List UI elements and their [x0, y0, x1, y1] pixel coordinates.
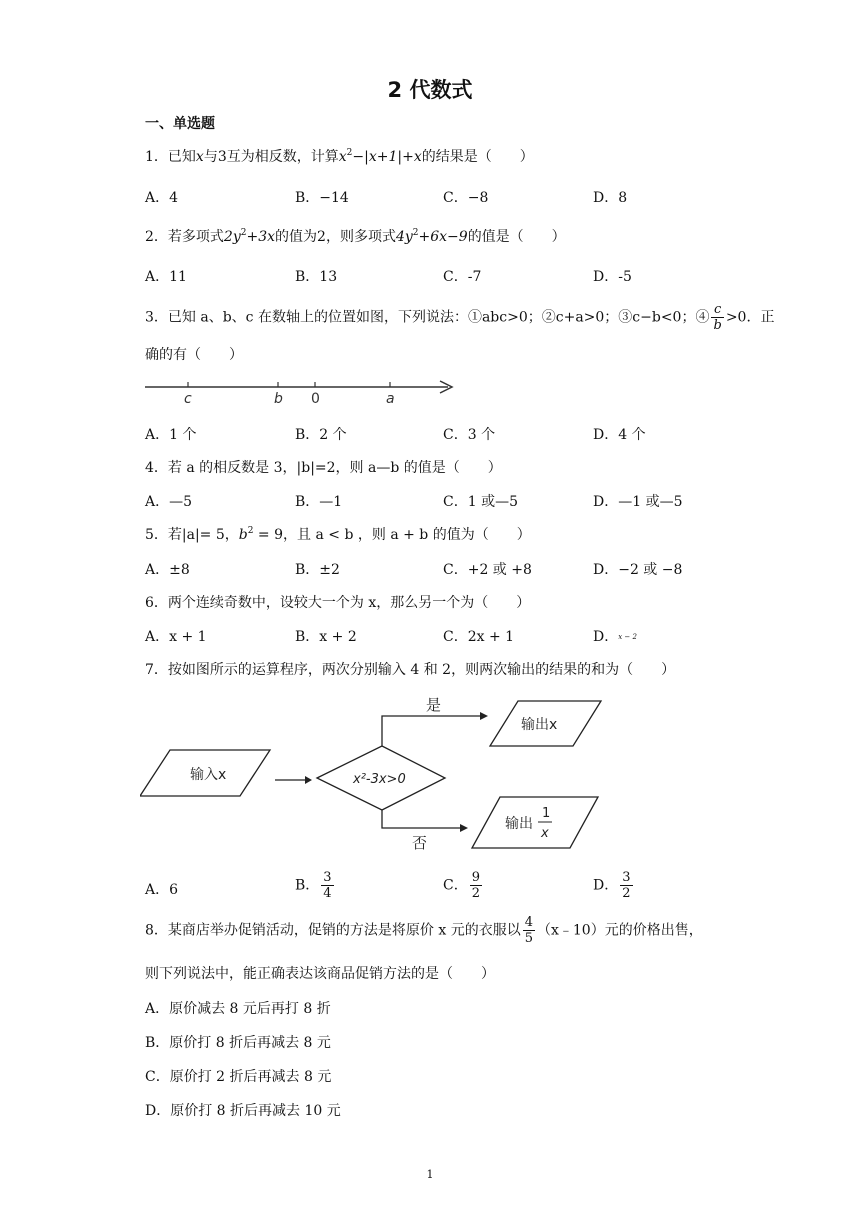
axis-label-0: 0 [311, 391, 320, 407]
q3-option-c: C．3 个 [443, 427, 496, 443]
flow-output-no-box [472, 797, 598, 848]
q3-option-a: A．1 个 [145, 427, 197, 443]
question-1: 1．已知x与3互为相反数，计算$x^2-|x+1|+x$的结果是（ ） [145, 148, 534, 165]
question-4: 4．若 a 的相反数是 3，|b|=2，则 a—b 的值是（ ） [145, 460, 502, 476]
section-heading: 一、单选题 [145, 116, 215, 132]
q5-option-c: C．+2 或 +8 [443, 562, 532, 578]
flow-condition-label: x²-3x>0 [353, 772, 406, 787]
question-2: 2．若多项式$2y^2+3x$的值为2，则多项式$4y^2+6x-9$的值是（ ） [145, 228, 566, 245]
flow-no-label: 否 [412, 834, 428, 852]
number-line [140, 372, 460, 408]
q2-option-d: D．-5 [593, 269, 632, 285]
flow-output-no-label: 输出 [505, 816, 533, 832]
flow-output-no-numerator: 1 [542, 806, 551, 821]
question-8: 8．某商店举办促销活动，促销的方法是将原价 x 元的衣服以 $\frac{4}{5}$ （x﹣10）元的价格出售， [145, 915, 703, 946]
question-6: 6．两个连续奇数中，设较大一个为 x，那么另一个为（ ） [145, 595, 531, 611]
q1-option-d: D．8 [593, 190, 628, 206]
q1-option-c: C．−8 [443, 190, 489, 206]
flow-input-label: 输入x [190, 767, 227, 783]
flow-output-no-denominator: x [541, 826, 549, 841]
q7-option-d: D． $\frac{3}{2}$ [593, 870, 631, 901]
q4-option-c: C．1 或—5 [443, 494, 518, 510]
question-8-line2: 则下列说法中，能正确表达该商品促销方法的是（ ） [145, 966, 495, 982]
q8-option-c: C．原价打 2 折后再减去 8 元 [145, 1069, 332, 1085]
q7-option-b: B． $\frac{3}{4}$ [295, 870, 332, 901]
q2-option-b: B．13 [295, 269, 338, 285]
q8-option-b: B．原价打 8 折后再减去 8 元 [145, 1035, 331, 1051]
q4-option-b: B．—1 [295, 494, 343, 510]
flow-output-yes-label: 输出x [521, 717, 558, 733]
question-3: 3．已知 a、b、c 在数轴上的位置如图，下列说法：①abc>0；②c+a>0；③c−b<0；④ $\frac{c}{b}$ >0．正 [145, 302, 775, 333]
flow-yes-label: 是 [426, 696, 442, 714]
q5-option-b: B．±2 [295, 562, 340, 578]
question-7: 7．按如图所示的运算程序，两次分别输入 4 和 2，则两次输出的结果的和为（ ） [145, 662, 676, 678]
page-title: 2 代数式 [387, 78, 473, 102]
q6-option-a: A．x + 1 [145, 629, 207, 645]
q1-option-b: B．−14 [295, 190, 349, 206]
question-3-line2: 确的有（ ） [145, 347, 243, 363]
q5-option-d: D．−2 或 −8 [593, 562, 683, 578]
q7-option-a: A．6 [145, 882, 179, 898]
axis-label-a: a [386, 391, 395, 407]
q1-option-a: A．4 [145, 190, 179, 206]
q7-option-c: C． $\frac{9}{2}$ [443, 870, 480, 901]
q8-option-d: D．原价打 8 折后再减去 10 元 [145, 1103, 341, 1119]
q3-option-d: D．4 个 [593, 427, 646, 443]
axis-label-c: c [184, 391, 192, 407]
q4-option-a: A．—5 [145, 494, 193, 510]
q4-option-d: D．—1 或—5 [593, 494, 683, 510]
q6-option-b: B．x + 2 [295, 629, 357, 645]
q5-option-a: A．±8 [145, 562, 190, 578]
q8-option-a: A．原价减去 8 元后再打 8 折 [145, 1001, 331, 1017]
axis-label-b: b [274, 391, 283, 407]
q2-option-c: C．-7 [443, 269, 482, 285]
question-5: 5．若|a|= 5，$b^2 = 9$，且 a < b ，则 a + b 的值为（ ） [145, 526, 531, 543]
q6-option-d: D．x − 2 [593, 629, 637, 645]
page-number: 1 [426, 1168, 434, 1181]
flowchart [140, 688, 610, 856]
q2-option-a: A．11 [145, 269, 187, 285]
q3-option-b: B．2 个 [295, 427, 347, 443]
q6-option-c: C．2x + 1 [443, 629, 515, 645]
